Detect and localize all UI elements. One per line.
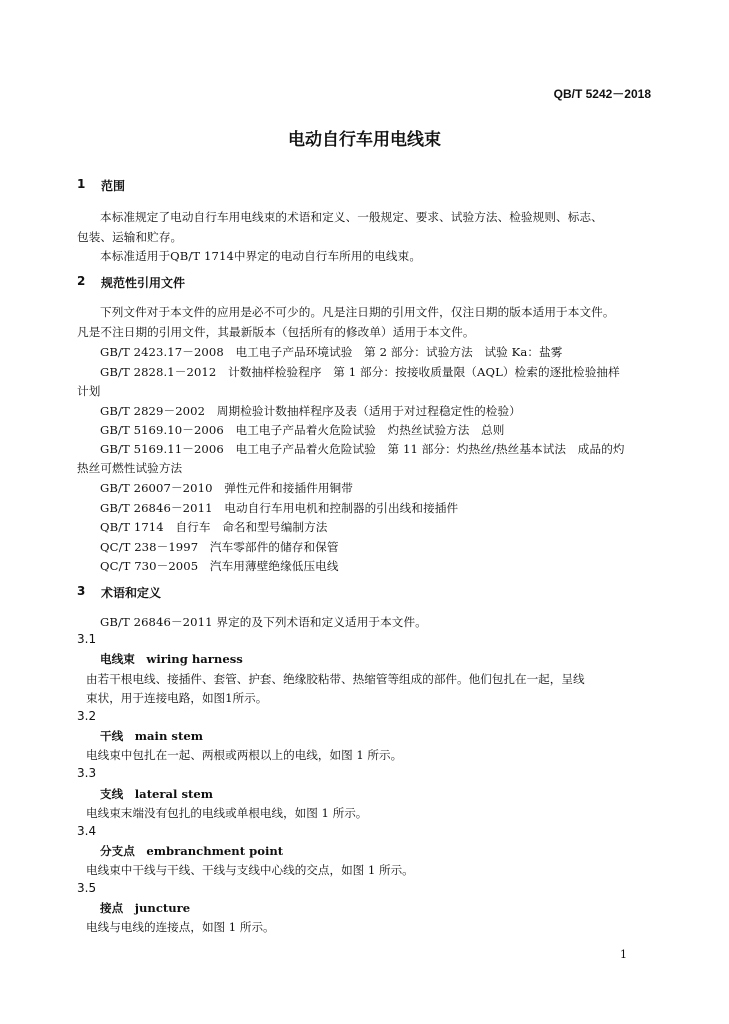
normative-reference: GB/T 2423.17－2008 电工电子产品环境试验 第 2 部分：试验方法 试验 Ka：盐雾 (100, 345, 563, 359)
normative-reference-continuation: 热丝可燃性试验方法 (77, 461, 183, 475)
term-name: 接点 juncture (100, 901, 191, 915)
section-2-title: 规范性引用文件 (101, 276, 186, 290)
standard-number: QB/T 5242－2018 (553, 87, 651, 101)
term-name: 分支点 embranchment point (100, 844, 284, 858)
term-definition: 电线束中干线与干线、干线与支线中心线的交点，如图 1 所示。 (86, 863, 414, 877)
section-1-number: 1 (77, 177, 86, 191)
section-2-intro-line: 下列文件对于本文件的应用是必不可少的。凡是注日期的引用文件，仅注日期的版本适用于本文件。 (100, 305, 615, 319)
normative-reference-continuation: 计划 (77, 384, 101, 398)
section-3-intro: GB/T 26846－2011 界定的及下列术语和定义适用于本文件。 (100, 615, 427, 629)
section-2-intro-line: 凡是不注日期的引用文件，其最新版本（包括所有的修改单）适用于本文件。 (77, 325, 475, 339)
term-definition: 束状，用于连接电路，如图1所示。 (86, 691, 268, 705)
term-number: 3.3 (77, 766, 97, 780)
normative-reference: GB/T 26007－2010 弹性元件和接插件用铜带 (100, 481, 353, 495)
normative-reference: QC/T 238－1997 汽车零部件的储存和保管 (100, 540, 339, 554)
section-2-number: 2 (77, 274, 86, 288)
term-definition: 电线束末端没有包扎的电线或单根电线，如图 1 所示。 (86, 806, 368, 820)
section-1-paragraph-line: 本标准适用于QB/T 1714中界定的电动自行车所用的电线束。 (100, 249, 422, 263)
normative-reference: GB/T 5169.10－2006 电工电子产品着火危险试验 灼热丝试验方法 总则 (100, 423, 505, 437)
section-3-title: 术语和定义 (101, 586, 162, 600)
page-number: 1 (620, 948, 627, 961)
term-name: 电线束 wiring harness (100, 652, 243, 666)
term-name: 干线 main stem (100, 729, 203, 743)
term-number: 3.1 (77, 632, 97, 646)
normative-reference: GB/T 2829－2002 周期检验计数抽样程序及表（适用于对过程稳定性的检验） (100, 404, 521, 418)
term-number: 3.4 (77, 824, 97, 838)
section-1-paragraph-line: 本标准规定了电动自行车用电线束的术语和定义、一般规定、要求、试验方法、检验规则、标志、 (100, 210, 603, 224)
normative-reference: GB/T 5169.11－2006 电工电子产品着火危险试验 第 11 部分：灼热丝/热丝基本试法 成品的灼 (100, 442, 625, 456)
term-definition: 由若干根电线、接插件、套管、护套、绝缘胶粘带、热缩管等组成的部件。他们包扎在一起，呈线 (86, 672, 585, 686)
term-number: 3.5 (77, 881, 97, 895)
normative-reference: GB/T 26846－2011 电动自行车用电机和控制器的引出线和接插件 (100, 501, 459, 515)
section-1-title: 范围 (101, 179, 126, 193)
normative-reference: QB/T 1714 自行车 命名和型号编制方法 (100, 520, 328, 534)
section-3-number: 3 (77, 584, 86, 598)
term-definition: 电线与电线的连接点，如图 1 所示。 (86, 920, 275, 934)
section-1-paragraph-line: 包装、运输和贮存。 (77, 230, 183, 244)
normative-reference: QC/T 730－2005 汽车用薄壁绝缘低压电线 (100, 559, 339, 573)
term-definition: 电线束中包扎在一起、两根或两根以上的电线，如图 1 所示。 (86, 748, 403, 762)
document-title: 电动自行车用电线束 (288, 130, 441, 150)
normative-reference: GB/T 2828.1－2012 计数抽样检验程序 第 1 部分：按接收质量限（AQL）检索的逐批检验抽样 (100, 365, 620, 379)
term-name: 支线 lateral stem (100, 787, 214, 801)
term-number: 3.2 (77, 709, 97, 723)
